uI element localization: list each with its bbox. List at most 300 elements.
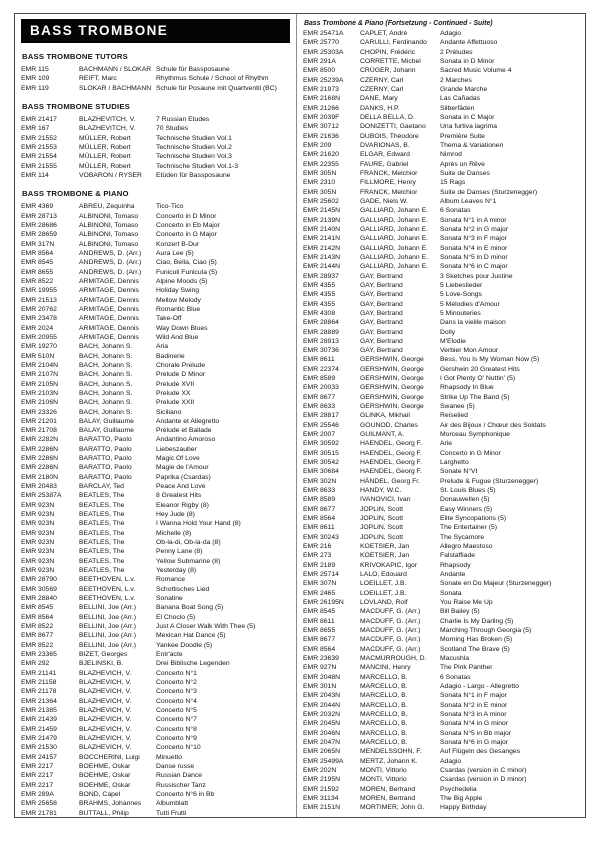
title-cell: Sonata N°1 in A minor: [440, 216, 507, 224]
ref-cell: EMR 25303A: [303, 48, 344, 56]
ref-cell: EMR 2286N: [21, 455, 59, 463]
table-row: [303, 449, 581, 458]
composer-cell: BLAZHEVITCH, V.: [79, 125, 136, 133]
title-cell: Siciliano: [156, 408, 182, 416]
title-cell: 2 Préludes: [440, 48, 473, 56]
title-cell: Sonate en Do Majeur (Sturzenegger): [440, 580, 552, 588]
composer-cell: GAY, Bertrand: [360, 337, 403, 345]
section-piano: [21, 189, 293, 818]
title-cell: Peace And Love: [156, 483, 206, 491]
title-cell: Romance: [156, 576, 186, 584]
composer-cell: GALLIARD, Johann E.: [360, 244, 429, 252]
ref-cell: EMR 289A: [21, 790, 54, 798]
table-row: [21, 575, 293, 584]
composer-cell: BARCLAY, Ted: [79, 483, 124, 491]
table-row: [21, 641, 293, 650]
composer-cell: DANE, Mary: [360, 95, 398, 103]
composer-cell: BLAZHEVICH, V.: [79, 669, 132, 677]
title-cell: Rhapsody In Blue: [440, 384, 494, 392]
table-row: [303, 505, 581, 514]
title-cell: Sonata: [440, 589, 462, 597]
ref-cell: EMR 8611: [303, 356, 335, 364]
title-cell: Concerto N°4: [156, 697, 197, 705]
catalog-rows: [21, 65, 293, 93]
table-row: [21, 134, 293, 143]
title-cell: Sonata in D Minor: [440, 57, 495, 65]
ref-cell: EMR 216: [303, 543, 332, 551]
composer-cell: GALLIARD, Johann E.: [360, 235, 429, 243]
section-tutors: [21, 52, 293, 93]
table-row: [21, 162, 293, 171]
table-row: [303, 551, 581, 560]
title-cell: Album Leaves N°1: [440, 197, 497, 205]
table-row: [21, 314, 293, 323]
title-cell: Konzert B-Dur: [156, 240, 200, 248]
ref-cell: EMR 4355: [303, 291, 336, 299]
title-cell: Grande Marche: [440, 85, 488, 93]
title-cell: Magie de l'Amour: [156, 464, 209, 472]
composer-cell: BOEHME, Oskar: [79, 781, 131, 789]
table-row: [303, 645, 581, 654]
title-cell: Mellow Melody: [156, 296, 201, 304]
title-cell: 2 Marches: [440, 76, 472, 84]
title-cell: Andante Affettuoso: [440, 39, 498, 47]
title-cell: Donauwellen (5): [440, 496, 490, 504]
ref-cell: EMR 202N: [303, 766, 337, 774]
ref-cell: EMR 8522: [21, 623, 54, 631]
title-cell: Air des Bijoux / Chœur des Soldats: [440, 421, 546, 429]
section-header: BASS TROMBONE & PIANO: [22, 189, 129, 199]
composer-cell: CORRETTE, Michel: [360, 57, 421, 65]
title-cell: Sonata N°3 in F major: [440, 235, 507, 243]
title-cell: Prelude & Fugue (Sturzenegger): [440, 477, 539, 485]
table-row: [21, 501, 293, 510]
ref-cell: EMR 2145N: [303, 207, 341, 215]
ref-cell: EMR 317N: [21, 240, 55, 248]
title-cell: 5 Minouteries: [440, 309, 481, 317]
table-row: [303, 803, 581, 812]
ref-cell: EMR 25714: [303, 571, 339, 579]
title-cell: Nimrod: [440, 151, 462, 159]
composer-cell: MARCELLO, B.: [360, 701, 408, 709]
ref-cell: EMR 28913: [303, 337, 339, 345]
table-row: [303, 216, 581, 225]
title-cell: Yankee Doodle (5): [156, 641, 213, 649]
table-row: [303, 76, 581, 85]
table-row: [303, 300, 581, 309]
title-cell: Verbier Mon Amour: [440, 347, 499, 355]
ref-cell: EMR 21781: [21, 809, 57, 817]
composer-cell: ALBINONI, Tomaso: [79, 240, 139, 248]
table-row: [21, 622, 293, 631]
table-row: [21, 426, 293, 435]
ref-cell: EMR 28790: [21, 576, 57, 584]
composer-cell: BLAZHEVICH, V.: [79, 707, 132, 714]
table-row: [303, 729, 581, 738]
catalog-rows: [21, 202, 293, 818]
table-row: [21, 445, 293, 454]
catalog-rows: [303, 29, 581, 813]
table-row: [21, 538, 293, 547]
composer-cell: MACDUFF, G. (Arr.): [360, 617, 421, 625]
table-row: [303, 785, 581, 794]
table-row: [303, 439, 581, 448]
table-row: [303, 104, 581, 113]
ref-cell: EMR 2168N: [303, 95, 341, 103]
ref-cell: EMR 2286N: [21, 445, 59, 453]
table-row: [21, 352, 293, 361]
table-row: [21, 557, 293, 566]
ref-cell: EMR 2024: [21, 324, 54, 332]
title-cell: Andantino Amoroso: [156, 436, 216, 444]
table-row: [303, 337, 581, 346]
title-cell: Charlie Is My Darling (5): [440, 617, 514, 625]
table-row: [303, 775, 581, 784]
ref-cell: EMR 30712: [303, 123, 339, 131]
composer-cell: MÜLLER, Robert: [79, 162, 131, 170]
table-row: [21, 202, 293, 211]
composer-cell: MARCELLO, B.: [360, 673, 408, 681]
title-cell: M'Elodie: [440, 337, 466, 345]
table-row: [21, 734, 293, 743]
table-row: [21, 706, 293, 715]
title-cell: Schule für Bassposaune: [156, 66, 230, 73]
table-row: [303, 757, 581, 766]
table-row: [21, 650, 293, 659]
composer-cell: BACH, Johann S.: [79, 352, 133, 360]
composer-cell: FRANCK, Melchior: [360, 188, 418, 196]
table-row: [303, 141, 581, 150]
ref-cell: EMR 8545: [303, 608, 336, 616]
composer-cell: BOEHME, Oskar: [79, 772, 131, 780]
table-row: [21, 435, 293, 444]
composer-cell: CZERNY, Carl: [360, 85, 404, 93]
composer-cell: BEATLES, The: [79, 520, 125, 528]
table-row: [21, 454, 293, 463]
ref-cell: EMR 21555: [21, 162, 57, 170]
table-row: [303, 160, 581, 169]
title-cell: Bill Bailey (5): [440, 608, 480, 616]
table-row: [303, 197, 581, 206]
title-cell: Concerto N°8: [156, 725, 197, 733]
title-cell: Rhapsody: [440, 561, 471, 569]
ref-cell: EMR 8611: [303, 617, 335, 625]
title-cell: Prélude et Ballade: [156, 427, 212, 435]
ref-cell: EMR 21385: [21, 707, 57, 714]
title-cell: Minuetto: [156, 753, 183, 761]
table-row: [303, 206, 581, 215]
composer-cell: MERTZ, Johann K.: [360, 757, 418, 765]
table-row: [303, 328, 581, 337]
ref-cell: EMR 2286N: [21, 464, 59, 472]
composer-cell: HAENDEL, Georg F.: [360, 440, 422, 448]
table-row: [21, 603, 293, 612]
composer-cell: ARMITAGE, Dennis: [79, 296, 139, 304]
ref-cell: EMR 8545: [21, 604, 54, 612]
composer-cell: GERSHWIN, George: [360, 356, 424, 364]
title-cell: Way Down Blues: [156, 324, 208, 332]
ref-cell: EMR 923N: [21, 567, 55, 575]
composer-cell: GAY, Bertrand: [360, 281, 403, 289]
table-row: [303, 402, 581, 411]
composer-cell: ABREU, Zequinha: [79, 203, 135, 211]
continued-header: Bass Trombone & Piano (Fortsetzung - Continued - Suite): [304, 20, 493, 27]
table-row: [303, 570, 581, 579]
title-cell: Prelude D Minor: [156, 371, 206, 379]
ref-cell: EMR 2189: [303, 561, 336, 569]
title-cell: Chorale Prelude: [156, 361, 206, 369]
composer-cell: HAENDEL, Georg F.: [360, 459, 422, 467]
composer-cell: GAY, Bertrand: [360, 319, 403, 327]
title-cell: Première Suite: [440, 132, 485, 140]
title-cell: 15 Rags: [440, 179, 466, 187]
title-cell: Etüden für Bassposaune: [156, 171, 231, 179]
table-row: [21, 305, 293, 314]
composer-cell: KOETSIER, Jan: [360, 552, 410, 560]
composer-cell: BACH, Johann S.: [79, 408, 133, 416]
title-cell: Concerto N°7: [156, 716, 197, 724]
composer-cell: BACH, Johann S.: [79, 371, 133, 379]
ref-cell: EMR 2139N: [303, 216, 341, 224]
table-row: [21, 631, 293, 640]
table-row: [21, 519, 293, 528]
composer-cell: GALLIARD, Johann E.: [360, 253, 429, 261]
composer-cell: BLAZHEVICH, V.: [79, 679, 132, 687]
table-row: [303, 747, 581, 756]
composer-cell: BACH, Johann S.: [79, 380, 133, 388]
composer-cell: BELLINI, Joe (Arr.): [79, 623, 137, 631]
composer-cell: GALLIARD, Johann E.: [360, 225, 429, 233]
composer-cell: GAY, Bertrand: [360, 347, 403, 355]
title-cell: Albumblatt: [156, 800, 189, 808]
title-cell: Yellow Submarine (8): [156, 557, 221, 565]
ref-cell: EMR 8655: [303, 627, 336, 634]
title-cell: Adagio: [440, 757, 462, 765]
table-row: [303, 150, 581, 159]
ref-cell: EMR 2044N: [303, 701, 341, 709]
composer-cell: KRIVOKAPIC, Igor: [360, 561, 418, 569]
composer-cell: ARMITAGE, Dennis: [79, 324, 139, 332]
table-row: [21, 491, 293, 500]
composer-cell: BEETHOVEN, L.v.: [79, 585, 136, 593]
ref-cell: EMR 510N: [21, 352, 55, 360]
table-row: [21, 473, 293, 482]
composer-cell: GAY, Bertrand: [360, 291, 403, 299]
title-cell: Concerto N°10: [156, 744, 201, 752]
table-row: [303, 607, 581, 616]
composer-cell: BEATLES, The: [79, 539, 125, 547]
composer-cell: MACDUFF, G. (Arr.): [360, 627, 421, 634]
table-row: [21, 65, 293, 74]
composer-cell: BEATLES, The: [79, 501, 125, 509]
table-row: [303, 411, 581, 420]
section-studies: [21, 102, 293, 180]
ref-cell: EMR 21552: [21, 134, 57, 142]
composer-cell: DANKS, H.P.: [360, 104, 400, 112]
ref-cell: EMR 25770: [303, 39, 339, 47]
composer-cell: MACDUFF, G. (Arr.): [360, 608, 421, 616]
ref-cell: EMR 2180N: [21, 473, 59, 481]
table-row: [21, 762, 293, 771]
title-cell: 3 Sketches pour Justine: [440, 272, 513, 280]
table-row: [21, 594, 293, 603]
composer-cell: ARMITAGE, Dennis: [79, 287, 139, 295]
ref-cell: EMR 4308: [303, 309, 336, 317]
ref-cell: EMR 2032N: [303, 710, 341, 718]
composer-cell: GERSHWIN, George: [360, 365, 424, 373]
composer-cell: LOEILLET, J.B.: [360, 589, 407, 597]
ref-cell: EMR 22374: [303, 365, 339, 373]
table-row: [21, 370, 293, 379]
composer-cell: BEATLES, The: [79, 567, 125, 575]
table-row: [303, 598, 581, 607]
table-row: [21, 389, 293, 398]
table-row: [21, 417, 293, 426]
table-row: [21, 529, 293, 538]
table-row: [21, 566, 293, 575]
ref-cell: EMR 923N: [21, 548, 55, 556]
composer-cell: BLAZHEVICH, V.: [79, 734, 132, 742]
composer-cell: LOEILLET, J.B.: [360, 580, 407, 588]
composer-cell: GERSHWIN, George: [360, 375, 424, 383]
composer-cell: GERSHWIN, George: [360, 393, 424, 401]
title-cell: Concerto N°9: [156, 734, 197, 742]
composer-cell: GUILMANT, A.: [360, 431, 405, 439]
table-row: [303, 626, 581, 635]
title-cell: Concerto in G Major: [156, 231, 217, 239]
ref-cell: EMR 28686: [21, 221, 57, 229]
ref-cell: EMR 302N: [303, 477, 337, 485]
title-cell: Schottisches Lied: [156, 585, 210, 593]
title-cell: Strike Up The Band (5): [440, 393, 510, 401]
title-cell: Concerto in D Minor: [156, 212, 217, 220]
ref-cell: EMR 8633: [303, 403, 336, 411]
table-row: [303, 738, 581, 747]
composer-cell: BARATTO, Paolo: [79, 464, 132, 472]
ref-cell: EMR 21439: [21, 716, 57, 724]
title-cell: Take-Off: [156, 315, 182, 323]
title-cell: Concerto N°3: [156, 688, 197, 696]
ref-cell: EMR 30515: [303, 449, 339, 457]
table-row: [21, 613, 293, 622]
composer-cell: MARCELLO, B.: [360, 729, 408, 737]
ref-cell: EMR 2142N: [303, 244, 341, 252]
composer-cell: MACDUFF, G. (Arr.): [360, 636, 421, 644]
table-row: [303, 579, 581, 588]
title-cell: Alpine Moods (5): [156, 277, 208, 285]
title-cell: Russian Dance: [156, 772, 203, 780]
ref-cell: EMR 23478: [21, 315, 57, 323]
ref-cell: EMR 25387A: [21, 492, 62, 500]
ref-cell: EMR 30736: [303, 347, 339, 355]
composer-cell: SLOKAR / BACHMANN: [79, 84, 152, 92]
ref-cell: EMR 4355: [303, 300, 336, 308]
title-cell: Rhythmus Schule / School of Rhythm: [156, 75, 269, 83]
composer-cell: MONTI, Vittorio: [360, 776, 407, 784]
title-cell: Mexican Hat Dance (5): [156, 632, 226, 640]
title-cell: Sonata N°2 in E minor: [440, 701, 508, 709]
title-cell: Michelle (8): [156, 529, 192, 537]
title-cell: Falstaffiade: [440, 552, 476, 560]
ref-cell: EMR 21636: [303, 132, 339, 140]
title-cell: 6 Sonatas: [440, 207, 471, 215]
title-cell: Morceau Symphonique: [440, 431, 510, 439]
table-row: [303, 663, 581, 672]
composer-cell: GALLIARD, Johann E.: [360, 216, 429, 224]
composer-cell: GERSHWIN, George: [360, 384, 424, 392]
title-cell: I Got Plenty O' Nuttin' (5): [440, 375, 516, 383]
table-row: [21, 547, 293, 556]
ref-cell: EMR 2007: [303, 431, 336, 439]
ref-cell: EMR 19955: [21, 287, 57, 295]
title-cell: Swanee (5): [440, 403, 475, 411]
composer-cell: ANDREWS, D. (Arr.): [79, 249, 142, 257]
ref-cell: EMR 4355: [303, 281, 336, 289]
title-cell: Technische Studien Vol.1: [156, 134, 232, 142]
ref-cell: EMR 8677: [21, 632, 54, 640]
title-cell: Technische Studien Vol.1-3: [156, 162, 238, 170]
ref-cell: EMR 21553: [21, 143, 57, 151]
table-row: [21, 463, 293, 472]
ref-cell: EMR 28889: [303, 328, 339, 336]
composer-cell: MARCELLO, B.: [360, 738, 408, 746]
ref-cell: EMR 2106N: [21, 399, 59, 407]
composer-cell: ELGAR, Edward: [360, 151, 410, 159]
title-cell: Allegro Maestoso: [440, 543, 493, 551]
composer-cell: HÄNDEL, Georg Fr.: [360, 477, 421, 485]
title-cell: Prelude XX: [156, 389, 191, 397]
title-cell: Dolly: [440, 328, 456, 336]
ref-cell: EMR 25239A: [303, 76, 344, 84]
table-row: [303, 346, 581, 355]
composer-cell: BEETHOVEN, L.v.: [79, 595, 136, 603]
table-row: [303, 66, 581, 75]
composer-cell: GAY, Bertrand: [360, 300, 403, 308]
ref-cell: EMR 2046N: [303, 729, 341, 737]
composer-cell: BUTTALL, Philip: [79, 809, 129, 817]
title-cell: Sonata in C Major: [440, 113, 495, 121]
composer-cell: BALAY, Guillaume: [79, 427, 134, 435]
ref-cell: EMR 8500: [303, 67, 336, 75]
table-row: [303, 262, 581, 271]
table-row: [303, 523, 581, 532]
title-cell: Thema & Variationen: [440, 141, 504, 149]
ref-cell: EMR 21592: [303, 785, 339, 793]
ref-cell: EMR 8677: [303, 636, 336, 644]
table-row: [21, 361, 293, 370]
ref-cell: EMR 923N: [21, 511, 55, 519]
ref-cell: EMR 109: [21, 75, 50, 83]
composer-cell: BACH, Johann S.: [79, 343, 133, 351]
table-row: [303, 467, 581, 476]
table-row: [21, 249, 293, 258]
ref-cell: EMR 2282N: [21, 436, 59, 444]
ref-cell: EMR 20483: [21, 483, 57, 491]
title-cell: Prelude XVII: [156, 380, 195, 388]
table-row: [303, 244, 581, 253]
title-cell: Sonata N°2 in G major: [440, 225, 509, 233]
composer-cell: BIZET, Georges: [79, 651, 128, 659]
title-cell: Andante: [440, 571, 466, 579]
table-row: [303, 272, 581, 281]
title-cell: Sonata N°3 in A minor: [440, 710, 507, 718]
title-cell: Arie: [440, 440, 453, 448]
ref-cell: EMR 2107N: [21, 371, 59, 379]
ref-cell: EMR 923N: [21, 520, 55, 528]
ref-cell: EMR 21201: [21, 417, 57, 425]
ref-cell: EMR 2143N: [303, 253, 341, 261]
composer-cell: ANDREWS, D. (Arr.): [79, 268, 142, 276]
